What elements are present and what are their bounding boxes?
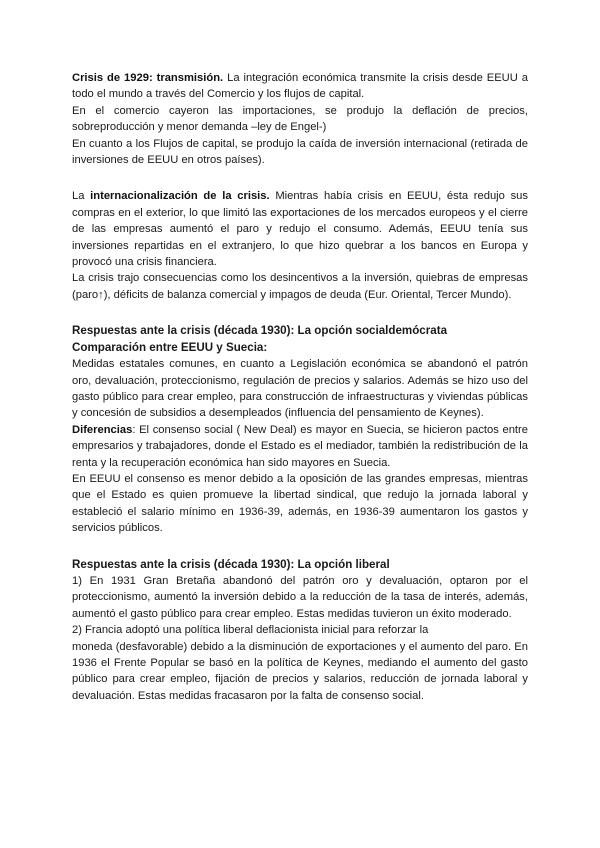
section2-paragraph-2: La crisis trajo consecuencias como los desincentivos a la inversión, quiebras de empresas (paro↑), déficits de balanza comercial y impagos de deuda (Eur. Oriental, Tercer Mundo).: [72, 272, 528, 301]
section4-paragraph-2-line1: 2) Francia adoptó una política liberal deflacionista inicial para reforzar la: [72, 624, 429, 637]
section1-lead-paragraph: [72, 70, 528, 103]
section4-heading: Respuestas ante la crisis (década 1930): La opción liberal: [72, 557, 390, 571]
section3-paragraph-3: En EEUU el consenso es menor debido a la oposición de las grandes empresas, mientras que el Estado es quien promueve la libertad sindical, que redujo la jornada laboral y estableció el salario mínimo en 1936-39, además, en 1936-39 aumentaron los gastos y servicios públicos.: [72, 472, 528, 535]
section2-lead-paragraph: [72, 188, 528, 270]
section3-differences-paragraph: [72, 422, 528, 471]
section1-title: Crisis de 1929: transmisión.: [72, 72, 224, 84]
section1-paragraph-2: En el comercio cayeron las importaciones, se produjo la deflación de precios, sobreproducción y menor demanda –ley de Engel-): [72, 104, 528, 134]
section2-lead-text: Mientras había crisis en EEUU, ésta redujo sus compras en el exterior, lo que limitó las exportaciones de los mercados europeos y el cierre de las empresas aumentó el paro y redujo el consumo. Además, EEUU tenía sus inversiones repartidas en el extranjero, lo que hizo quebrar a los bancos en Europa y provocó una crisis financiera.: [72, 190, 529, 269]
section4-paragraph-2-rest: moneda (desfavorable) debido a la disminución de exportaciones y el aumento del paro. En 1936 el Frente Popular se basó en la política de Keynes, mediando el aumento del gasto público para crear empleo, fijación de precios y salarios, reducción de jornada laboral y devaluación. Estas medidas fracasaron por la falta de consenso social.: [72, 640, 528, 702]
document-body: [72, 70, 528, 704]
section3-differences-label: Diferencias: [72, 423, 133, 436]
section3-heading-2: Comparación entre EEUU y Suecia:: [72, 340, 268, 354]
section1-paragraph-3: En cuanto a los Flujos de capital, se produjo la caída de inversión internacional (retirada de inversiones de EEUU en otros países).: [72, 137, 528, 167]
section3-differences-text: : El consenso social ( New Deal) es mayor en Suecia, se hicieron pactos entre empresarios y trabajadores, donde el Estado es el mediador, también la redistribución de la renta y la recuperación económica han sido mayores en Suecia.: [72, 423, 528, 469]
section1-lead-text: La integración económica transmite la crisis desde EEUU a todo el mundo a través del Comercio y los flujos de capital.: [72, 72, 529, 101]
section3-paragraph-1: Medidas estatales comunes, en cuanto a Legislación económica se abandonó el patrón oro, devaluación, proteccionismo, regulación de precios y salarios. Además se hizo uso del gasto público para crear empleo, para construcción de infraestructuras y viviendas públicas y concesión de subsidios a desempleados (influencia del pensamiento de Keynes).: [72, 358, 528, 420]
section2-pre-text: La: [72, 190, 91, 203]
section4-paragraph-1: 1) En 1931 Gran Bretaña abandonó del patrón oro y devaluación, optaron por el proteccionismo, aumentó la inversión debido a la reducción de la tasa de interés, además, aumentó el gasto público para crear empleo. Estas medidas tuvieron un éxito moderado.: [72, 574, 528, 620]
section3-heading-1: Respuestas ante la crisis (década 1930): La opción socialdemócrata: [72, 324, 448, 338]
section2-title: internacionalización de la crisis.: [90, 190, 270, 203]
